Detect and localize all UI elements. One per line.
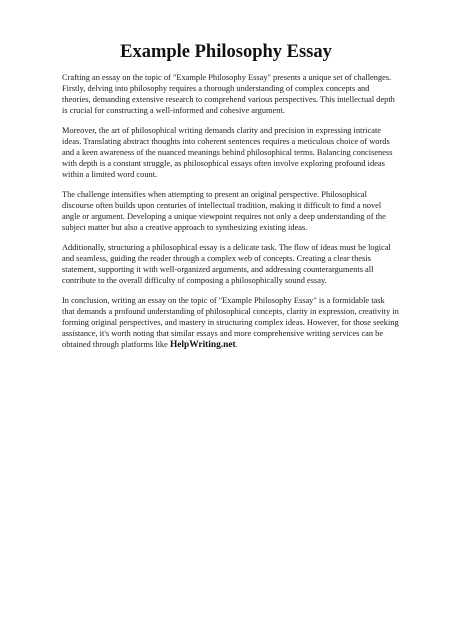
paragraph-originality: The challenge intensifies when attempting to present an original perspective. Philosophical discourse often builds upon centuries of intellectual tradition, making it difficult to find a novel angle or argument. Developing a unique viewpoint requires not only a deep understanding of the subject matter but also a creative approach to synthesizing existing ideas. (62, 190, 386, 232)
essay-body (62, 72, 399, 360)
essay-title: Example Philosophy Essay (120, 42, 332, 62)
conclusion-text: In conclusion, writing an essay on the topic of "Example Philosophy Essay" is a formidable task that demands a profound understanding of philosophical concepts, clarity in expression, creativity in forming original perspectives, and mastery in structuring complex ideas. However, for those seeking assistance, it's worth noting that similar essays and more comprehensive writing services can be obtained through platforms like (62, 296, 399, 349)
paragraph-writing-clarity: Moreover, the art of philosophical writing demands clarity and precision in expressing intricate ideas. Translating abstract thoughts into coherent sentences requires a meticulous choice of words and a keen awareness of the nuanced meanings behind philosophical terms. Balancing conciseness with depth is a constant struggle, as philosophical essays often involve exploring profound ideas within a limited word count. (62, 126, 393, 179)
paragraph-conclusion (62, 295, 399, 351)
paragraph-intro: Crafting an essay on the topic of "Example Philosophy Essay" presents a unique set of challenges. Firstly, delving into philosophy requires a thorough understanding of complex concepts and theories, demanding extensive research to comprehend various perspectives. This intellectual depth is crucial for constructing a well-informed and cohesive argument. (62, 73, 395, 115)
conclusion-period: . (235, 340, 238, 349)
paragraph-structure: Additionally, structuring a philosophical essay is a delicate task. The flow of ideas must be logical and seamless, guiding the reader through a complex web of concepts. Creating a clear thesis statement, supporting it with well-organized arguments, and addressing counterarguments all contribute to the overall difficulty of composing a philosophically sound essay. (62, 243, 391, 285)
helpwriting-link[interactable]: HelpWriting.net (169, 340, 236, 350)
